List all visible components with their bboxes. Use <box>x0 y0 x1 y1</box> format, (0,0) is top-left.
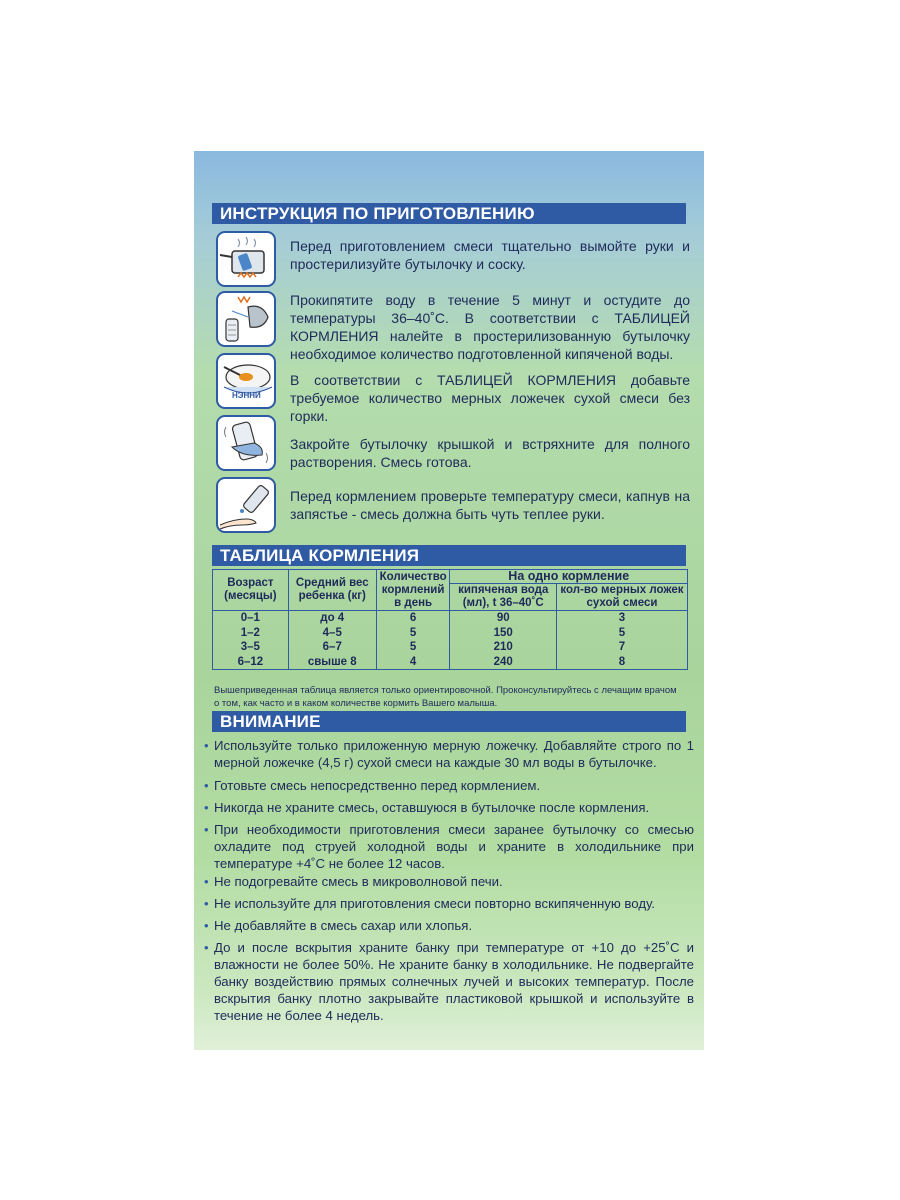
cell-spoons: 3 <box>556 611 687 626</box>
measuring-spoon-icon <box>216 353 276 409</box>
step-1-text: Перед приготовлением смеси тщательно вымойте руки и простерилизуйте бутылочку и соску. <box>290 238 690 272</box>
cell-age: 6–12 <box>213 655 289 670</box>
col-age: Возраст (месяцы) <box>213 570 289 611</box>
bullet: • <box>204 822 209 837</box>
instruction-card <box>194 151 704 1050</box>
attention-item-text: Используйте только приложенную мерную ложечку. Добавляйте строго по 1 мерной ложечке (4,5 г) сухой смеси на каждые 30 мл воды в бутылочке. <box>214 738 694 770</box>
cell-spoons: 7 <box>556 640 687 655</box>
cell-feedings: 5 <box>376 626 450 641</box>
attention-item-text: Не добавляйте в смесь сахар или хлопья. <box>214 918 473 933</box>
cell-water: 90 <box>450 611 556 626</box>
cell-spoons: 5 <box>556 626 687 641</box>
step-5-text: Перед кормлением проверьте температуру смеси, капнув на запястье - смесь должна быть чуть теплее руки. <box>290 488 690 522</box>
cell-feedings: 5 <box>376 640 450 655</box>
cell-weight: 6–7 <box>288 640 376 655</box>
bullet: • <box>204 896 209 911</box>
cell-feedings: 6 <box>376 611 450 626</box>
table-row <box>213 611 688 626</box>
col-per-feeding: На одно кормление <box>450 570 688 584</box>
col-feedings: Количество кормлений в день <box>376 570 450 611</box>
col-weight: Средний вес ребенка (кг) <box>288 570 376 611</box>
attention-item-text: При необходимости приготовления смеси заранее бутылочку со смесью охладите под струей холодной воды и храните в холодильнике при температуре +4˚С не более 12 часов. <box>214 822 694 871</box>
attention-item-text: До и после вскрытия храните банку при температуре от +10 до +25˚С и влажности не более 50%. Не храните банку в холодильнике. Не подвергайте банку воздействию прямых солнечных лучей и высоких температур. После вскрытия банку плотно закрывайте пластиковой крышкой и используйте в течение не более 4 недель. <box>214 940 694 1023</box>
cell-age: 3–5 <box>213 640 289 655</box>
kettle-icon <box>216 291 276 347</box>
col-water: кипяченая вода (мл), t 36–40˚С <box>450 584 556 611</box>
feeding-table <box>212 569 688 670</box>
cell-spoons: 8 <box>556 655 687 670</box>
attention-item-text: Не подогревайте смесь в микроволновой печи. <box>214 874 503 889</box>
attention-item-text: Готовьте смесь непосредственно перед кормлением. <box>214 778 541 793</box>
bullet: • <box>204 874 209 889</box>
bullet: • <box>204 778 209 793</box>
attention-item-text: Не используйте для приготовления смеси повторно вскипяченную воду. <box>214 896 655 911</box>
step-3-text: В соответствии с ТАБЛИЦЕЙ КОРМЛЕНИЯ добавьте требуемое количество мерных ложечек сухой смеси без горки. <box>290 372 690 424</box>
attention-item <box>204 939 694 1024</box>
table-row <box>213 640 688 655</box>
feeding-table-title: ТАБЛИЦА КОРМЛЕНИЯ <box>212 545 686 566</box>
table-row <box>213 655 688 670</box>
attention-item <box>204 895 694 912</box>
attention-item <box>204 777 694 794</box>
cell-age: 0–1 <box>213 611 289 626</box>
cell-weight: до 4 <box>288 611 376 626</box>
wrist-test-icon <box>216 477 276 533</box>
attention-item <box>204 737 694 771</box>
shake-bottle-icon <box>216 415 276 471</box>
table-row <box>213 626 688 641</box>
attention-item <box>204 799 694 816</box>
sterilizing-pot-icon <box>216 231 276 287</box>
bullet: • <box>204 940 209 955</box>
cell-weight: свыше 8 <box>288 655 376 670</box>
attention-item <box>204 873 694 890</box>
bullet: • <box>204 918 209 933</box>
cell-water: 210 <box>450 640 556 655</box>
bullet: • <box>204 738 209 753</box>
attention-item <box>204 821 694 872</box>
cell-water: 150 <box>450 626 556 641</box>
attention-item-text: Никогда не храните смесь, оставшуюся в бутылочке после кормления. <box>214 800 650 815</box>
attention-item <box>204 917 694 934</box>
cell-feedings: 4 <box>376 655 450 670</box>
cell-weight: 4–5 <box>288 626 376 641</box>
step-2-text: Прокипятите воду в течение 5 минут и остудите до температуры 36–40˚С. В соответствии с ТАБЛИЦЕЙ КОРМЛЕНИЯ налейте в простерилизованную бутылочку необходимое количество подготовленной кипяченой воды. <box>290 292 690 362</box>
instructions-title: ИНСТРУКЦИЯ ПО ПРИГОТОВЛЕНИЮ <box>212 203 686 224</box>
cell-water: 240 <box>450 655 556 670</box>
col-spoons: кол-во мерных ложек сухой смеси <box>556 584 687 611</box>
attention-title: ВНИМАНИЕ <box>212 711 686 732</box>
spoon-brand-label: НЭННИ <box>232 391 261 400</box>
bullet: • <box>204 800 209 815</box>
step-4-text: Закройте бутылочку крышкой и встряхните для полного растворения. Смесь готова. <box>290 436 690 470</box>
table-note: Вышеприведенная таблица является только ориентировочной. Проконсультируйтесь с лечащим врачом о том, как часто и в каком количестве кормить Вашего малыша. <box>214 685 677 709</box>
cell-age: 1–2 <box>213 626 289 641</box>
